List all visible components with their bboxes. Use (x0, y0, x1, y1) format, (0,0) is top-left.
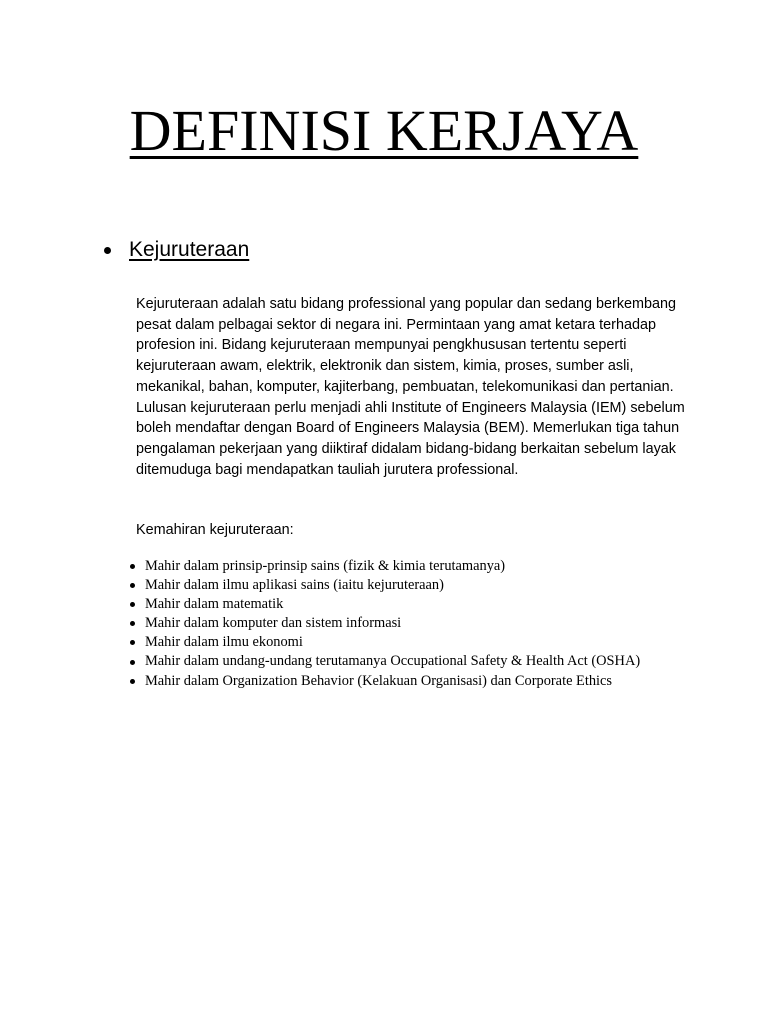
bullet-icon (104, 247, 111, 254)
list-item (130, 633, 640, 652)
body-paragraph: Kejuruteraan adalah satu bidang professional yang popular dan sedang berkembang pesat dalam pelbagai sektor di negara ini. Permintaan yang amat ketara terhadap profesion ini. Bidang kejuruteraan mempunyai pengkhususan tertentu seperti kejuruteraan awam, elektrik, elektronik dan sistem, kimia, proses, sumber asli, mekanikal, bahan, komputer, kajiterbang, pembuatan, telekomunikasi dan pertanian. Lulusan kejuruteraan perlu menjadi ahli Institute of Engineers Malaysia (IEM) sebelum boleh mendaftar dengan Board of Engineers Malaysia (BEM). Memerlukan tiga tahun pengalaman pekerjaan yang diiktiraf didalam bidang-bidang berkaitan sebelum layak ditemuduga bagi mendapatkan tauliah jurutera professional. (136, 296, 685, 478)
bullet-icon (130, 640, 135, 645)
list-item (130, 595, 640, 614)
bullet-icon (130, 583, 135, 588)
bullet-icon (130, 564, 135, 569)
section-heading-row (104, 236, 249, 264)
skills-list (130, 557, 640, 691)
bullet-icon (130, 602, 135, 607)
skill-text: Mahir dalam undang-undang terutamanya Occupational Safety & Health Act (OSHA) (145, 653, 641, 670)
list-item (130, 652, 640, 671)
skill-text: Mahir dalam Organization Behavior (Kelakuan Organisasi) dan Corporate Ethics (145, 672, 613, 689)
list-item (130, 672, 640, 691)
skill-text: Mahir dalam ilmu ekonomi (145, 634, 303, 651)
list-item (130, 576, 640, 595)
section-heading: Kejuruteraan (129, 238, 250, 261)
bullet-icon (130, 660, 135, 665)
skill-text: Mahir dalam matematik (145, 596, 284, 613)
page-title (0, 96, 768, 166)
skill-text: Mahir dalam prinsip-prinsip sains (fizik & kimia terutamanya) (145, 558, 506, 574)
page-title-text: DEFINISI KERJAYA (129, 98, 639, 163)
skills-label: Kemahiran kejuruteraan: (136, 522, 294, 538)
bullet-icon (130, 679, 135, 684)
skill-text: Mahir dalam komputer dan sistem informasi (145, 615, 402, 632)
list-item (130, 557, 640, 576)
bullet-icon (130, 621, 135, 626)
list-item (130, 614, 640, 633)
skill-text: Mahir dalam ilmu aplikasi sains (iaitu kejuruteraan) (145, 577, 444, 594)
